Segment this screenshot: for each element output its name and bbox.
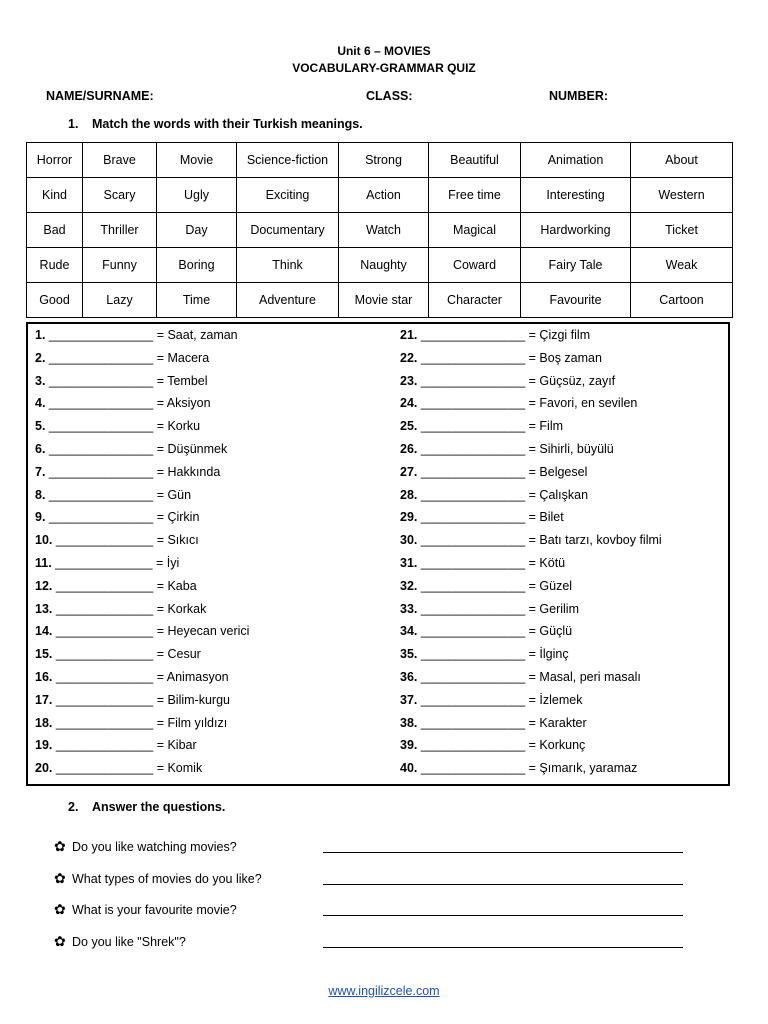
flower-icon: ✿ (54, 901, 66, 917)
vocab-word: Ugly (157, 178, 237, 213)
turkish-meaning: = Masal, peri masalı (528, 670, 641, 684)
turkish-meaning: = Sihirli, büyülü (528, 442, 614, 456)
item-number: 1. (35, 328, 46, 342)
item-number: 37. (400, 692, 418, 707)
answer-line[interactable] (323, 947, 683, 948)
item-number: 35. (400, 647, 418, 662)
answer-blank[interactable]: _______________ (420, 419, 526, 434)
match-item (400, 602, 579, 616)
item-number: 18. (35, 715, 53, 730)
item-number: 5. (35, 419, 46, 434)
vocab-row (27, 178, 733, 213)
match-item (35, 579, 197, 593)
flower-icon: ✿ (54, 838, 66, 854)
turkish-meaning: = Macera (156, 350, 210, 365)
item-number: 16. (35, 670, 53, 684)
match-item (400, 510, 564, 524)
match-item (400, 647, 569, 661)
answer-blank[interactable]: _______________ (48, 396, 154, 411)
item-number: 7. (35, 464, 46, 479)
item-number: 14. (35, 624, 53, 639)
vocab-word: Day (157, 213, 237, 248)
item-number: 29. (400, 510, 418, 525)
match-item (400, 328, 590, 342)
item-number: 22. (400, 350, 418, 365)
turkish-meaning: = Saat, zaman (156, 328, 238, 342)
turkish-meaning: = Korkunç (528, 738, 586, 753)
vocab-word: Character (429, 283, 521, 318)
name-label: NAME/SURNAME: (46, 89, 154, 103)
match-item (400, 556, 565, 570)
footer (0, 984, 768, 998)
answer-blank[interactable]: _______________ (48, 442, 154, 456)
turkish-meaning: = Korkak (156, 601, 207, 616)
matching-box (26, 322, 730, 786)
answer-blank[interactable]: ______________ (55, 692, 154, 707)
item-number: 10. (35, 533, 53, 548)
section2-number: 2. (68, 800, 79, 814)
match-item (400, 533, 662, 547)
answer-blank[interactable]: _______________ (420, 533, 526, 548)
vocab-word: Magical (429, 213, 521, 248)
vocab-word: Science-fiction (237, 143, 339, 178)
item-number: 9. (35, 510, 46, 525)
vocab-word: Action (339, 178, 429, 213)
match-item (35, 374, 208, 388)
match-item (400, 351, 602, 365)
answer-blank[interactable]: _______________ (48, 328, 154, 342)
match-item (400, 761, 637, 775)
answer-blank[interactable]: _______________ (420, 487, 526, 502)
turkish-meaning: = Gün (156, 487, 192, 502)
item-number: 38. (400, 715, 418, 730)
vocab-row (27, 283, 733, 318)
turkish-meaning: = Kibar (156, 738, 197, 753)
turkish-meaning: = Korku (156, 419, 201, 434)
flower-icon: ✿ (54, 869, 66, 886)
question-text: Do you like watching movies? (72, 840, 237, 854)
item-number: 6. (35, 442, 46, 456)
vocab-word: Ticket (631, 213, 733, 248)
vocabulary-table (26, 142, 733, 318)
vocab-word: Thriller (83, 213, 157, 248)
vocab-word: Weak (631, 248, 733, 283)
item-number: 24. (400, 396, 418, 411)
number-label: NUMBER: (549, 89, 609, 103)
turkish-meaning: = Favori, en sevilen (528, 396, 638, 411)
item-number: 2. (35, 350, 46, 365)
answer-blank[interactable]: _______________ (420, 670, 526, 684)
turkish-meaning: = Kötü (528, 556, 566, 570)
turkish-meaning: = Çizgi film (528, 328, 591, 342)
turkish-meaning: = Güzel (528, 578, 573, 593)
vocab-word: Free time (429, 178, 521, 213)
answer-blank[interactable]: _______________ (420, 715, 526, 730)
vocab-word: Good (27, 283, 83, 318)
match-item (35, 488, 191, 502)
match-item (35, 670, 229, 684)
item-number: 32. (400, 578, 418, 593)
turkish-meaning: = Boş zaman (528, 350, 602, 365)
turkish-meaning: = Bilim-kurgu (156, 692, 230, 707)
match-item (35, 556, 179, 570)
item-number: 4. (35, 396, 46, 411)
item-number: 3. (35, 373, 46, 388)
vocab-word: Favourite (521, 283, 631, 318)
vocab-word: Scary (83, 178, 157, 213)
vocab-word: Exciting (237, 178, 339, 213)
item-number: 23. (400, 373, 418, 388)
match-item (35, 442, 227, 456)
flower-icon: ✿ (54, 932, 66, 949)
vocab-word: Boring (157, 248, 237, 283)
item-number: 39. (400, 738, 418, 753)
match-item (35, 465, 220, 479)
answer-blank[interactable]: _______________ (420, 738, 526, 753)
section1-heading (68, 117, 363, 131)
vocab-word: Strong (339, 143, 429, 178)
item-number: 33. (400, 601, 418, 616)
item-number: 27. (400, 464, 418, 479)
answer-blank[interactable]: _______________ (420, 350, 526, 365)
vocab-word: Horror (27, 143, 83, 178)
answer-line[interactable] (323, 915, 683, 916)
vocab-word: Bad (27, 213, 83, 248)
match-item (35, 761, 202, 775)
answer-blank[interactable]: _______________ (48, 419, 154, 434)
match-item (400, 419, 563, 433)
answer-blank[interactable]: _______________ (420, 442, 526, 456)
vocab-word: Brave (83, 143, 157, 178)
turkish-meaning: = Tembel (156, 373, 208, 388)
answer-blank[interactable]: ______________ (55, 556, 153, 570)
answer-blank[interactable]: _______________ (48, 510, 154, 525)
answer-blank[interactable]: ______________ (55, 738, 154, 753)
match-item (35, 419, 200, 433)
turkish-meaning: = Bilet (528, 510, 564, 525)
answer-blank[interactable]: _______________ (420, 761, 526, 776)
turkish-meaning: = Düşünmek (156, 442, 228, 456)
answer-blank[interactable]: _______________ (420, 373, 526, 388)
answer-blank[interactable]: _______________ (420, 624, 526, 639)
match-item (400, 579, 572, 593)
turkish-meaning: = Şımarık, yaramaz (528, 761, 638, 776)
item-number: 25. (400, 419, 418, 434)
turkish-meaning: = Heyecan verici (156, 624, 250, 639)
match-item (400, 396, 637, 410)
vocab-word: Coward (429, 248, 521, 283)
match-item (35, 510, 199, 524)
vocab-word: Time (157, 283, 237, 318)
turkish-meaning: = Gerilim (528, 601, 579, 616)
vocab-word: Lazy (83, 283, 157, 318)
question (54, 838, 237, 855)
question (54, 901, 237, 918)
item-number: 19. (35, 738, 53, 753)
answer-blank[interactable]: _______________ (48, 350, 154, 365)
item-number: 13. (35, 601, 53, 616)
match-item (400, 624, 572, 638)
answer-blank[interactable]: _______________ (420, 578, 526, 593)
turkish-meaning: = Hakkında (156, 464, 221, 479)
turkish-meaning: = İlginç (528, 647, 569, 662)
item-number: 20. (35, 761, 53, 776)
section2-heading (68, 800, 225, 814)
answer-blank[interactable]: ______________ (55, 533, 154, 548)
match-item (400, 465, 587, 479)
match-item (35, 328, 238, 342)
vocab-word: Think (237, 248, 339, 283)
item-number: 28. (400, 487, 418, 502)
turkish-meaning: = Karakter (528, 715, 587, 730)
match-item (35, 738, 197, 752)
vocab-word: Animation (521, 143, 631, 178)
match-item (35, 396, 211, 410)
turkish-meaning: = Cesur (156, 647, 201, 662)
answer-blank[interactable]: _______________ (48, 464, 154, 479)
match-item (400, 442, 614, 456)
item-number: 31. (400, 556, 418, 570)
match-item (400, 693, 582, 707)
website-link[interactable]: www.ingilizcele.com (328, 984, 440, 998)
vocab-word: Rude (27, 248, 83, 283)
answer-blank[interactable]: _______________ (420, 556, 526, 570)
match-item (35, 647, 201, 661)
question-text: What is your favourite movie? (72, 903, 237, 917)
question (54, 870, 262, 887)
vocab-word: Kind (27, 178, 83, 213)
question (54, 933, 186, 950)
item-number: 12. (35, 578, 53, 593)
answer-blank[interactable]: _______________ (420, 647, 526, 662)
class-label: CLASS: (366, 89, 413, 103)
match-item (35, 693, 230, 707)
vocab-word: Interesting (521, 178, 631, 213)
answer-blank[interactable]: _______________ (420, 396, 526, 411)
vocab-word: Adventure (237, 283, 339, 318)
match-item (35, 624, 249, 638)
turkish-meaning: = Belgesel (528, 464, 588, 479)
turkish-meaning: = Aksiyon (156, 396, 211, 411)
item-number: 11. (35, 556, 52, 570)
answer-blank[interactable]: ______________ (55, 715, 154, 730)
section1-text: Match the words with their Turkish meanings. (92, 117, 363, 131)
vocab-word: Cartoon (631, 283, 733, 318)
match-item (400, 670, 641, 684)
answer-blank[interactable]: _______________ (48, 487, 154, 502)
answer-blank[interactable]: ______________ (55, 601, 154, 616)
vocab-word: Western (631, 178, 733, 213)
quiz-title: VOCABULARY-GRAMMAR QUIZ (292, 61, 476, 75)
section1-number: 1. (68, 117, 79, 131)
turkish-meaning: = İyi (155, 556, 180, 570)
turkish-meaning: = Çirkin (156, 510, 200, 525)
vocab-word: Naughty (339, 248, 429, 283)
turkish-meaning: = Batı tarzı, kovboy filmi (528, 533, 662, 548)
item-number: 40. (400, 761, 418, 776)
turkish-meaning: = Güçlü (528, 624, 573, 639)
answer-blank[interactable]: _______________ (420, 601, 526, 616)
answer-blank[interactable]: _______________ (420, 692, 526, 707)
turkish-meaning: = Komik (156, 761, 203, 776)
answer-blank[interactable]: ______________ (55, 624, 154, 639)
answer-blank[interactable]: _______________ (420, 464, 526, 479)
answer-blank[interactable]: ______________ (55, 761, 154, 776)
unit-title: Unit 6 – MOVIES (337, 44, 431, 58)
item-number: 26. (400, 442, 418, 456)
item-number: 34. (400, 624, 418, 639)
match-item (400, 374, 615, 388)
answer-blank[interactable]: ______________ (55, 578, 154, 593)
answer-blank[interactable]: _______________ (420, 510, 526, 525)
vocab-word: Beautiful (429, 143, 521, 178)
vocab-word: Movie star (339, 283, 429, 318)
vocab-word: Documentary (237, 213, 339, 248)
match-item (400, 738, 585, 752)
turkish-meaning: = İzlemek (528, 692, 583, 707)
answer-blank[interactable]: _______________ (48, 373, 154, 388)
match-item (35, 351, 209, 365)
vocab-word: Movie (157, 143, 237, 178)
item-number: 30. (400, 533, 418, 548)
match-item (35, 716, 227, 730)
turkish-meaning: = Animasyon (156, 670, 229, 684)
answer-line[interactable] (323, 884, 683, 885)
question-text: Do you like "Shrek"? (72, 934, 186, 949)
answer-line[interactable] (323, 852, 683, 853)
turkish-meaning: = Çalışkan (528, 487, 589, 502)
match-item (35, 533, 199, 547)
item-number: 15. (35, 647, 53, 662)
vocab-word: Funny (83, 248, 157, 283)
answer-blank[interactable]: ______________ (55, 670, 154, 684)
item-number: 36. (400, 670, 418, 684)
turkish-meaning: = Film (528, 419, 564, 434)
vocab-word: Watch (339, 213, 429, 248)
question-text: What types of movies do you like? (72, 871, 262, 886)
turkish-meaning: = Film yıldızı (156, 715, 228, 730)
vocab-word: About (631, 143, 733, 178)
match-item (35, 602, 206, 616)
turkish-meaning: = Sıkıcı (156, 533, 199, 548)
answer-blank[interactable]: _______________ (420, 328, 526, 342)
answer-blank[interactable]: ______________ (55, 647, 154, 662)
vocab-row (27, 248, 733, 283)
vocab-row (27, 213, 733, 248)
match-item (400, 716, 587, 730)
turkish-meaning: = Kaba (156, 578, 197, 593)
section2-text: Answer the questions. (92, 800, 226, 814)
item-number: 8. (35, 487, 46, 502)
vocab-word: Hardworking (521, 213, 631, 248)
vocab-row (27, 143, 733, 178)
item-number: 21. (400, 328, 418, 342)
item-number: 17. (35, 692, 53, 707)
match-item (400, 488, 588, 502)
turkish-meaning: = Güçsüz, zayıf (528, 373, 616, 388)
vocab-word: Fairy Tale (521, 248, 631, 283)
